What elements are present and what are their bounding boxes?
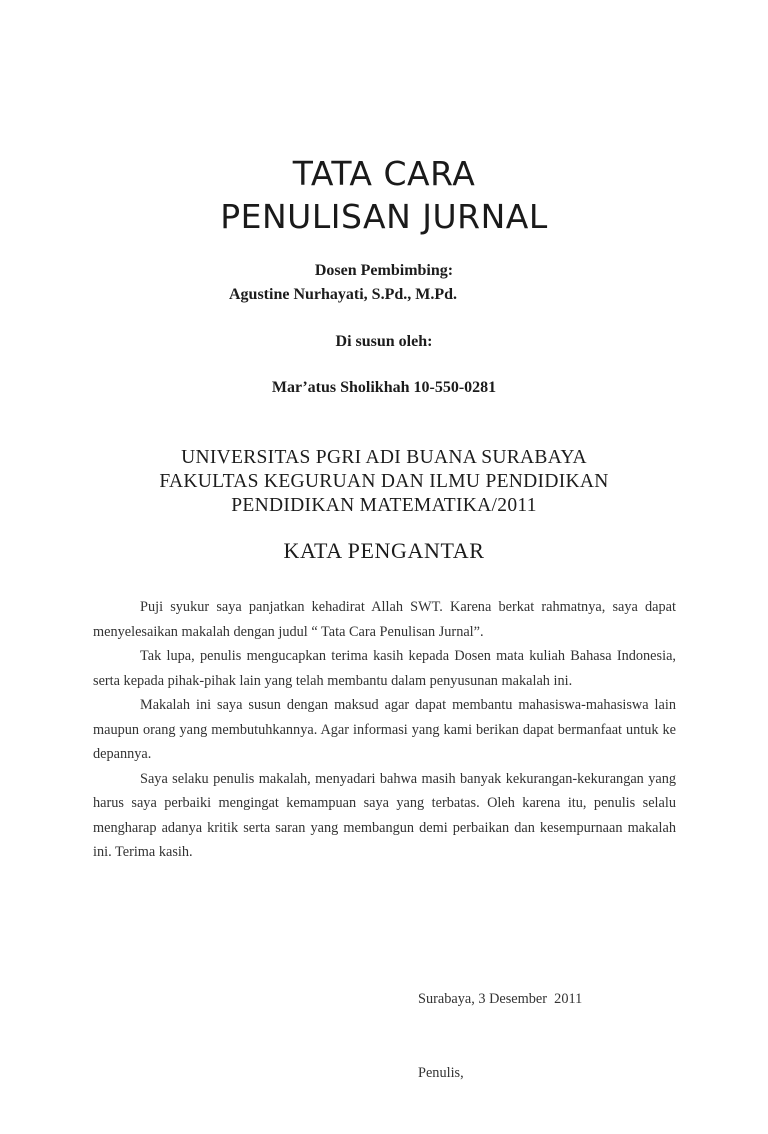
advisor-label xyxy=(0,262,768,280)
title-line-2: PENULISAN JURNAL xyxy=(220,197,548,236)
document-title xyxy=(0,152,768,238)
title-line-1: TATA CARA xyxy=(292,154,476,193)
closing-block xyxy=(418,938,582,1134)
section-title: KATA PENGANTAR xyxy=(283,538,485,563)
advisor-name: Agustine Nurhayati, S.Pd., M.Pd. xyxy=(229,286,458,303)
preface-body xyxy=(93,595,676,865)
institution-university: UNIVERSITAS PGRI ADI BUANA SURABAYA xyxy=(181,447,587,468)
institution-faculty: FAKULTAS KEGURUAN DAN ILMU PENDIDIKAN xyxy=(159,471,609,492)
preface-paragraph: Puji syukur saya panjatkan kehadirat Allah SWT. Karena berkat rahmatnya, saya dapat menyelesaikan makalah dengan judul “ Tata Cara Penulisan Jurnal”. xyxy=(93,599,676,640)
institution-program: PENDIDIKAN MATEMATIKA/2011 xyxy=(231,495,537,516)
byline-label: Di susun oleh: xyxy=(335,333,433,350)
author-name: Mar’atus Sholikhah 10-550-0281 xyxy=(271,379,497,396)
advisor-label-text: Dosen Pembimbing: xyxy=(314,262,454,279)
preface-paragraph: Makalah ini saya susun dengan maksud agar dapat membantu mahasiswa-mahasiswa lain maupun orang yang membutuhkannya. Agar informasi yang kami berikan dapat bermanfaat untuk ke depannya. xyxy=(93,697,676,762)
closing-signature-label: Penulis, xyxy=(418,1064,464,1081)
institution-block xyxy=(0,446,768,518)
preface-paragraph: Saya selaku penulis makalah, menyadari bahwa masih banyak kekurangan-kekurangan yang harus saya perbaiki mengingat kemampuan saya yang terbatas. Oleh karena itu, penulis selalu mengharap adanya kritik serta saran yang membangun demi perbaikan dan kesempurnaan makalah ini. Terima kasih. xyxy=(93,770,676,860)
preface-paragraph: Tak lupa, penulis mengucapkan terima kasih kepada Dosen mata kuliah Bahasa Indonesia, serta kepada pihak-pihak lain yang telah membantu dalam penyusunan makalah ini. xyxy=(93,648,676,689)
closing-place-date: Surabaya, 3 Desember 2011 xyxy=(418,991,583,1007)
